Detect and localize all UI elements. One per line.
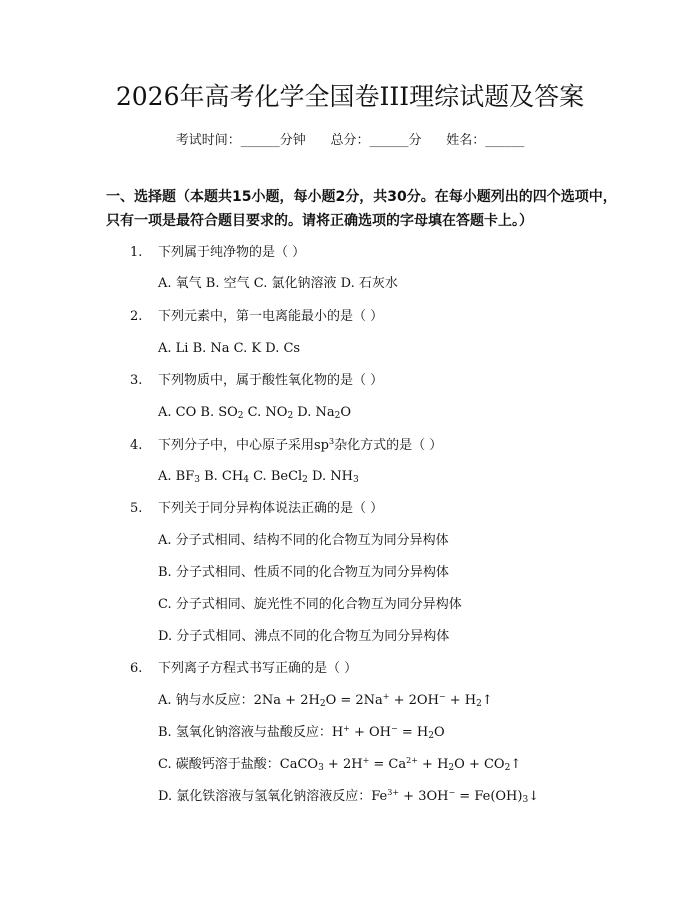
question-stem: 下列离子方程式书写正确的是（ ） (158, 661, 358, 676)
question-5-option-d: D. 分子式相同、沸点不同的化合物互为同分异构体 (158, 629, 450, 644)
question-stem: 下列属于纯净物的是（ ） (158, 245, 306, 260)
question-number: 2. (130, 309, 143, 324)
exam-info-line: 考试时间：______分钟 总分：______分 姓名：______ (175, 133, 525, 148)
question-number: 6. (130, 661, 143, 676)
question-6 (130, 659, 357, 679)
question-number: 3. (130, 373, 143, 388)
question-4-options: A. $BF_3$ B. $CH_4$ C. BeCl$_2$ D. $NH_3$ (158, 469, 359, 485)
question-number: 4. (130, 438, 143, 453)
question-4 (130, 436, 442, 456)
section-heading: 一、选择题（本题共15小题，每小题2分，共30分。在每小题列出的四个选项中，只有一项是最符合题目要求的。请将正确选项的字母填在答题卡上。） (106, 189, 617, 229)
question-5-option-a: A. 分子式相同、结构不同的化合物互为同分异构体 (158, 533, 449, 548)
question-stem: 下列分子中，中心原子采用$sp^3$杂化方式的是（ ） (158, 437, 443, 453)
question-6-option-b: B. 氢氧化钠溶液与盐酸反应：$H^+ + OH^- = H_2O$ (158, 724, 445, 741)
question-2-options: A. Li B. Na C. K D. Cs (158, 341, 301, 356)
question-stem: 下列物质中，属于酸性氧化物的是（ ） (158, 373, 384, 388)
question-1 (130, 243, 305, 263)
question-3 (130, 371, 383, 391)
question-6-option-c: C. 碳酸钙溶于盐酸：CaCO$_3$ + $2H^+ = Ca^{2+} + H_2O$ + $CO_2↑$ (158, 756, 522, 773)
question-1-options: A. 氧气 B. 空气 C. 氯化钠溶液 D. 石灰水 (158, 276, 398, 291)
question-number: 5. (130, 501, 143, 516)
question-5-option-b: B. 分子式相同、性质不同的化合物互为同分异构体 (158, 565, 449, 580)
question-5 (130, 499, 383, 519)
question-5-option-c: C. 分子式相同、旋光性不同的化合物互为同分异构体 (158, 597, 462, 612)
question-number: 1. (130, 245, 143, 260)
question-3-options: A. CO B. $SO_2$ C. $NO_2$ D. $Na_2O$ (158, 405, 352, 421)
question-6-option-a: A. 钠与水反应：$2Na + 2H_2O = 2Na^+ + 2OH^-$ + $H_2↑$ (158, 692, 493, 709)
question-6-option-d: D. 氯化铁溶液与氢氧化钠溶液反应：$Fe^{3+} + 3OH^-$ = $Fe(OH)_3↓$ (158, 788, 540, 805)
exam-title: 2026年高考化学全国卷III理综试题及答案 (115, 82, 585, 111)
question-stem: 下列元素中，第一电离能最小的是（ ） (158, 309, 384, 324)
question-stem: 下列关于同分异构体说法正确的是（ ） (158, 501, 384, 516)
question-2 (130, 307, 383, 327)
